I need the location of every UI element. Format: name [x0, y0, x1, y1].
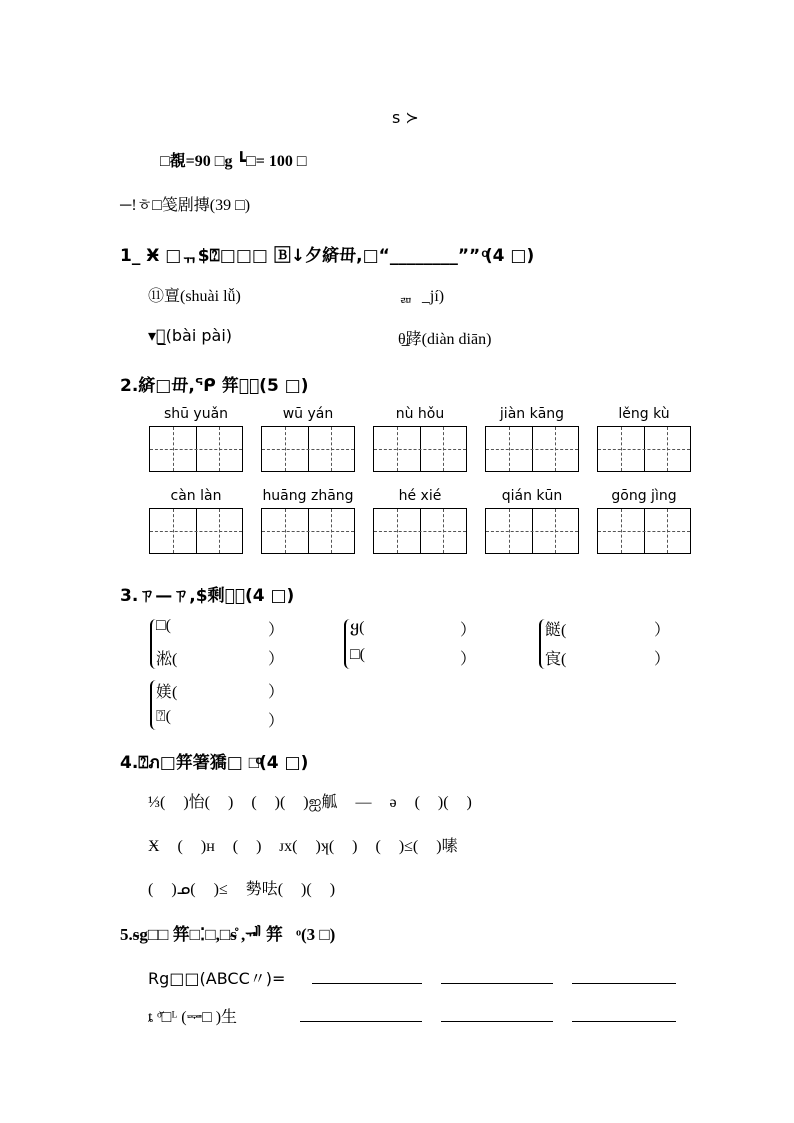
question-4-title: 4.⍰ภ□䈂箸獢□ □ͦ(4 □): [120, 753, 309, 773]
answer-blank[interactable]: [572, 983, 676, 984]
q1-option-c: ▾⑳̲(bài pài): [148, 326, 233, 345]
q4-line-1: ⅓( )怡( ) ( )( )ஐ觚 — ǝ ( )( ): [148, 794, 472, 811]
q3-close-paren: ）: [460, 651, 477, 668]
pinyin-label: hé xié: [398, 488, 442, 504]
q3-close-paren: ）: [460, 622, 477, 639]
pinyin-label: nù hǒu: [395, 406, 445, 422]
question-1-title: 1_ Ӿ □ᆩ$⍰□□□ 🄱↓夕緕毌,□“________”ˮ ͦ(4 □): [120, 246, 535, 266]
q3-item: □(: [156, 617, 171, 634]
q5-line-1-label: Rg□□(ABCC〃)=: [148, 969, 286, 988]
q3-item: ⍰(: [156, 708, 171, 725]
q4-line-3: ( )ᓄ( )≤ 勢呿( )( ): [148, 881, 336, 898]
pinyin-label: huāng zhāng: [262, 488, 354, 504]
q3-item: 餸(: [545, 622, 567, 639]
writing-grid[interactable]: [485, 508, 579, 554]
writing-grid[interactable]: [485, 426, 579, 472]
q5-line-2-label: ȶ ᵒ̆□ᴸ (ᆓ□ )生: [148, 1009, 238, 1026]
pinyin-label: lěng kù: [618, 406, 670, 422]
pinyin-label: càn làn: [170, 488, 222, 504]
q3-close-paren: ）: [268, 651, 285, 668]
q3-close-paren: ）: [268, 684, 285, 701]
question-5-title: 5.ᵴg□□ 䈂□⁚□,□ᵴ̊ ,ᆌ 䈂箸ͦ(3 □): [120, 925, 336, 944]
writing-grid[interactable]: [597, 426, 691, 472]
answer-blank[interactable]: [572, 1021, 676, 1022]
q3-close-paren: ）: [268, 622, 285, 639]
pinyin-label: gōng jìng: [611, 488, 677, 504]
writing-grid[interactable]: [261, 426, 355, 472]
answer-blank[interactable]: [441, 1021, 553, 1022]
q3-close-paren: ）: [654, 622, 671, 639]
writing-grid[interactable]: [149, 508, 243, 554]
answer-blank[interactable]: [312, 983, 422, 984]
answer-blank[interactable]: [300, 1021, 422, 1022]
q3-item: 媄(: [156, 684, 178, 701]
pinyin-label: qián kūn: [501, 488, 563, 504]
q1-option-d: θ̲踍(diàn diān): [398, 331, 492, 348]
q3-item: □(: [350, 646, 365, 663]
question-2-title: 2.緕□毌,ᕿ 䈂箸ͦ(5 □): [120, 376, 309, 396]
q3-item: 淞(: [156, 651, 178, 668]
writing-grid[interactable]: [373, 508, 467, 554]
q1-option-a: ⑪亶(shuài lǚ): [148, 288, 241, 305]
pinyin-label: jiàn kāng: [499, 406, 565, 422]
page-title: s ≻: [392, 108, 419, 127]
exam-info: □覩=90 □g ┗□= 100 □: [160, 153, 307, 170]
writing-grid[interactable]: [149, 426, 243, 472]
writing-grid[interactable]: [373, 426, 467, 472]
q1-option-b: ᆱ橪̲ jí): [398, 288, 445, 305]
q3-close-paren: ）: [654, 651, 671, 668]
question-3-title: 3.ㄗ—ㄗ,$剩䈂ͦ(4 □): [120, 586, 295, 606]
q3-close-paren: ）: [268, 713, 285, 730]
q3-item: ყ(: [350, 619, 365, 636]
pinyin-label: shū yuǎn: [163, 406, 229, 422]
writing-grid[interactable]: [261, 508, 355, 554]
q4-line-2: Ӿ ( )ʜ ( ) ᴊx( )ʞ( ) ( )≤( )嗉: [148, 838, 458, 855]
q3-item: 㝗(: [545, 651, 567, 668]
answer-blank[interactable]: [441, 983, 553, 984]
part-one-title: ─!ㅎ□笺剧摶(39 □): [120, 197, 251, 214]
pinyin-label: wū yán: [282, 406, 334, 422]
writing-grid[interactable]: [597, 508, 691, 554]
